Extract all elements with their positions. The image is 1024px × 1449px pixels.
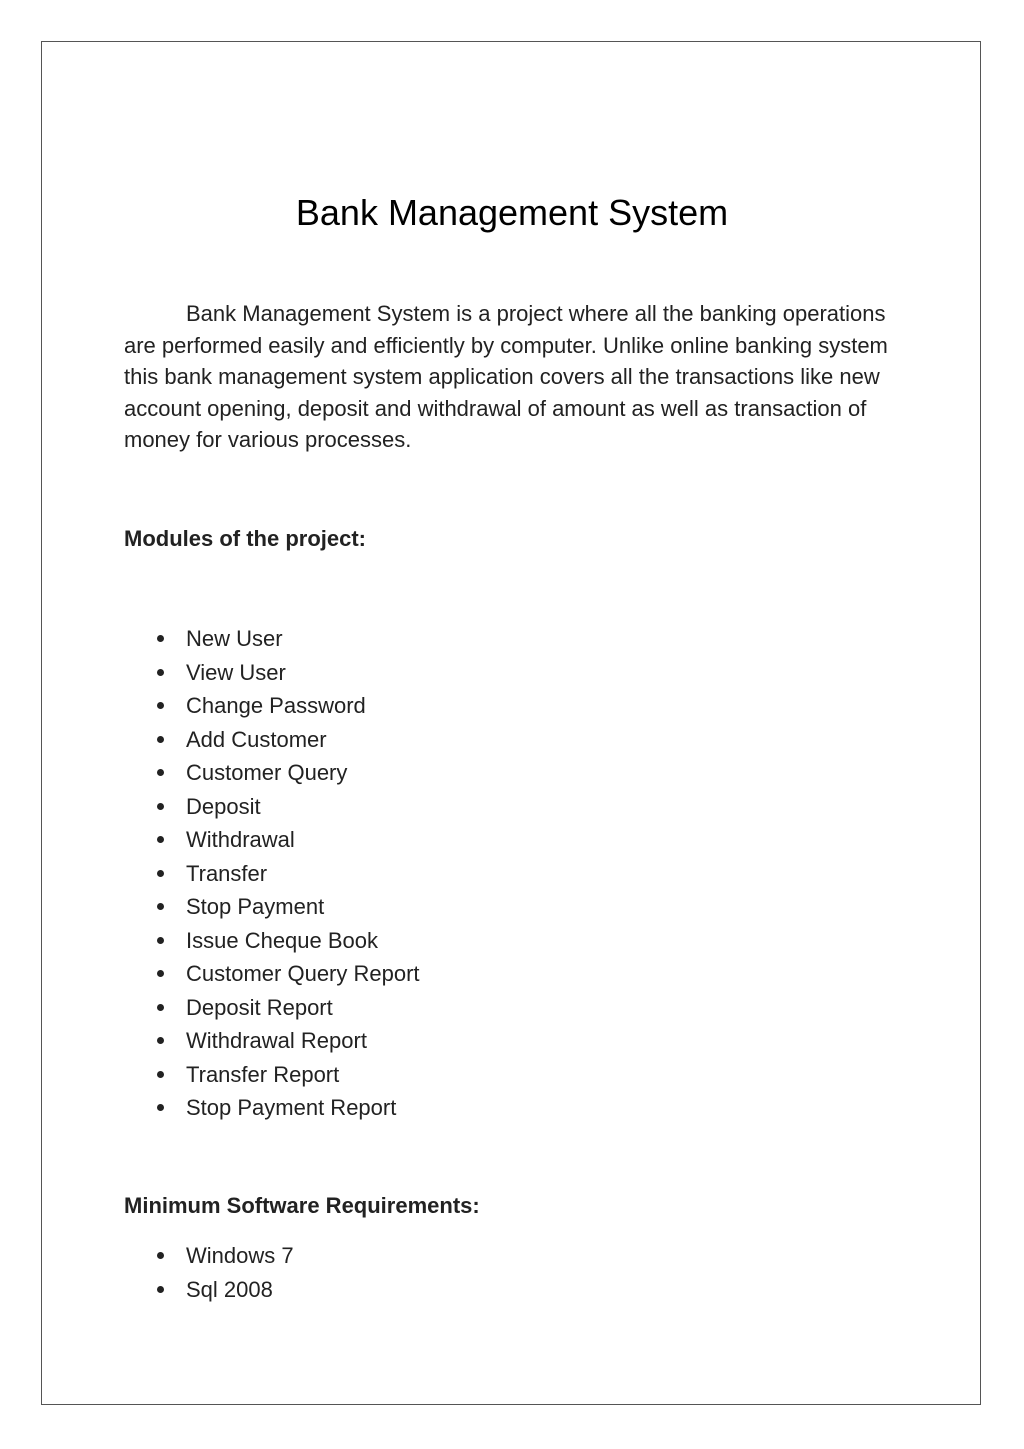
bullet-icon	[157, 803, 164, 810]
bullet-icon	[157, 1004, 164, 1011]
bullet-icon	[157, 870, 164, 877]
bullet-icon	[157, 736, 164, 743]
list-item-label: Customer Query Report	[186, 961, 420, 986]
list-item-label: New User	[186, 626, 283, 651]
bullet-icon	[157, 669, 164, 676]
list-item	[154, 1239, 294, 1273]
bullet-icon	[157, 1037, 164, 1044]
list-item	[154, 1058, 420, 1092]
list-item	[154, 622, 420, 656]
bullet-icon	[157, 1104, 164, 1111]
list-item-label: Deposit Report	[186, 994, 333, 1020]
intro-text: Bank Management System is a project where all the banking operations are performed easily and efficiently by computer. Unlike online banking system this bank management system application covers all the transactions like new account opening, deposit and withdrawal of amount as well as transaction of money for various processes.	[124, 301, 888, 452]
document-title: Bank Management System	[295, 192, 729, 233]
modules-heading: Modules of the project:	[124, 526, 366, 551]
requirements-heading: Minimum Software Requirements:	[124, 1193, 480, 1218]
list-item-label: Customer Query	[186, 760, 348, 785]
bullet-icon	[157, 1071, 164, 1078]
list-item	[154, 957, 420, 991]
bullet-icon	[157, 970, 164, 977]
list-item-label: View User	[186, 659, 286, 685]
list-item	[154, 1273, 294, 1307]
requirements-list	[154, 1239, 294, 1306]
bullet-icon	[157, 1252, 164, 1259]
list-item-label: Add Customer	[186, 726, 327, 752]
list-item-label: Change Password	[186, 693, 366, 718]
bullet-icon	[157, 903, 164, 910]
list-item-label: Windows 7	[186, 1243, 294, 1268]
list-item	[154, 756, 420, 790]
list-item-label: Withdrawal Report	[186, 1028, 367, 1053]
bullet-icon	[157, 702, 164, 709]
modules-list	[154, 622, 420, 1125]
list-item-label: Issue Cheque Book	[186, 927, 379, 953]
list-item-label: Withdrawal	[186, 827, 295, 852]
list-item	[154, 1091, 420, 1125]
bullet-icon	[157, 635, 164, 642]
list-item	[154, 924, 420, 958]
list-item	[154, 656, 420, 690]
list-item-label: Transfer Report	[186, 1061, 340, 1087]
list-item-label: Sql 2008	[186, 1276, 273, 1302]
list-item	[154, 689, 420, 723]
list-item	[154, 723, 420, 757]
list-item-label: Deposit	[186, 793, 261, 819]
bullet-icon	[157, 1286, 164, 1293]
list-item-label: Stop Payment	[186, 894, 325, 919]
bullet-icon	[157, 769, 164, 776]
list-item-label: Transfer	[186, 860, 268, 886]
list-item	[154, 991, 420, 1025]
bullet-icon	[157, 836, 164, 843]
list-item	[154, 1024, 420, 1058]
list-item-label: Stop Payment Report	[186, 1095, 397, 1120]
list-item	[154, 823, 420, 857]
bullet-icon	[157, 937, 164, 944]
list-item	[154, 890, 420, 924]
intro-paragraph	[124, 298, 914, 456]
list-item	[154, 857, 420, 891]
list-item	[154, 790, 420, 824]
